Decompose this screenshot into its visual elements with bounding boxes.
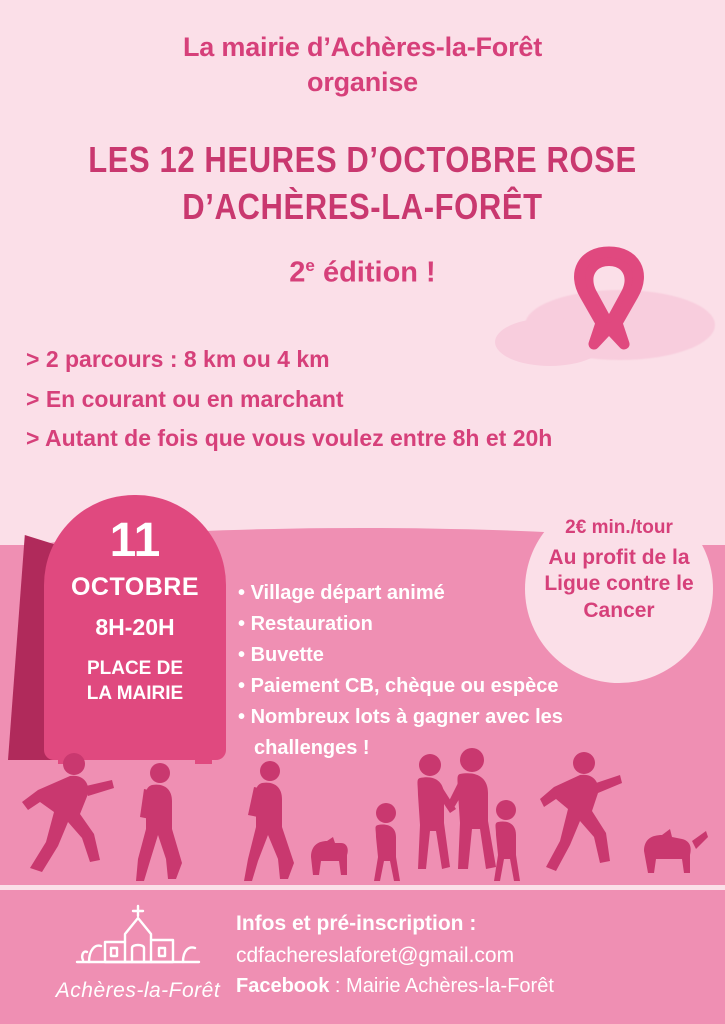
feature-text-4: Nombreux lots à gagner avec les: [250, 706, 563, 728]
feature-bullet-4: •: [238, 706, 246, 728]
pink-ribbon-icon: [561, 246, 657, 351]
edition-text: édition !: [322, 256, 436, 289]
organizer-line-2: organise: [307, 66, 418, 97]
feature-item-3: [238, 671, 638, 702]
feature-text-4-cont: challenges !: [254, 737, 370, 759]
intro-item-1: > En courant ou en marchant: [26, 385, 344, 412]
feature-bullet-2: •: [238, 644, 246, 666]
edition-number: 2: [289, 256, 306, 289]
event-date-sign: [44, 495, 226, 760]
silhouette-runner-2: [540, 752, 622, 871]
sign-place-line-1: PLACE DE: [86, 658, 184, 679]
footer-contact: [236, 908, 716, 1001]
footer-facebook-label: Facebook: [236, 975, 330, 997]
silhouette-walker-1: [136, 763, 182, 881]
feature-text-0: Village départ animé: [250, 582, 445, 604]
edition-exponent: e: [305, 256, 315, 275]
sign-hours: 8H-20H: [95, 614, 175, 640]
title-line-2: D’ACHÈRES-LA-FORÊT: [182, 185, 543, 227]
sign-day: 11: [109, 514, 161, 567]
price-beneficiary: Au profit de la Ligue contre le Cancer: [544, 546, 694, 622]
organizer-block: [0, 30, 725, 99]
feature-text-3: Paiement CB, chèque ou espèce: [250, 675, 559, 697]
footer-info-title: Infos et pré-inscription :: [236, 912, 477, 935]
feature-bullet-3: •: [238, 675, 246, 697]
price-amount: 2€ min./tour: [565, 517, 673, 538]
church-icon: [53, 900, 223, 972]
sign-month: OCTOBRE: [70, 573, 200, 601]
sign-place: [44, 657, 226, 706]
intro-list: [26, 340, 686, 459]
town-logo: [48, 900, 228, 1012]
silhouette-adult-2: [446, 748, 496, 869]
feature-text-2: Buvette: [250, 644, 324, 666]
silhouette-dog-2: [644, 829, 708, 873]
feature-bullet-1: •: [238, 613, 246, 635]
footer-facebook-value: : Mairie Achères-la-Forêt: [329, 975, 554, 997]
intro-item-2: > Autant de fois que vous voulez entre 8h et 20h: [26, 425, 553, 452]
silhouette-walker-2: [244, 761, 294, 881]
town-logo-name: Achères-la-Forêt: [55, 979, 221, 1002]
footer-facebook[interactable]: [236, 971, 716, 1001]
silhouette-band: [0, 745, 725, 890]
intro-item-0: > 2 parcours : 8 km ou 4 km: [26, 346, 330, 372]
silhouette-child-1: [374, 803, 400, 881]
feature-bullet-0: •: [238, 582, 246, 604]
feature-text-1: Restauration: [250, 613, 373, 635]
price-badge: [525, 495, 713, 683]
page-title: [0, 133, 725, 226]
silhouette-child-2: [494, 800, 520, 881]
sign-place-line-2: LA MAIRIE: [86, 682, 184, 704]
silhouette-runner-1: [22, 753, 114, 872]
silhouette-dog-1: [311, 837, 348, 875]
footer-email[interactable]: cdfachereslaforet@gmail.com: [236, 943, 515, 967]
organizer-line-1: La mairie d’Achères-la-Forêt: [182, 32, 543, 62]
silhouette-adult-1: [418, 754, 457, 869]
title-line-1: LES 12 HEURES D’OCTOBRE ROSE: [88, 138, 637, 181]
